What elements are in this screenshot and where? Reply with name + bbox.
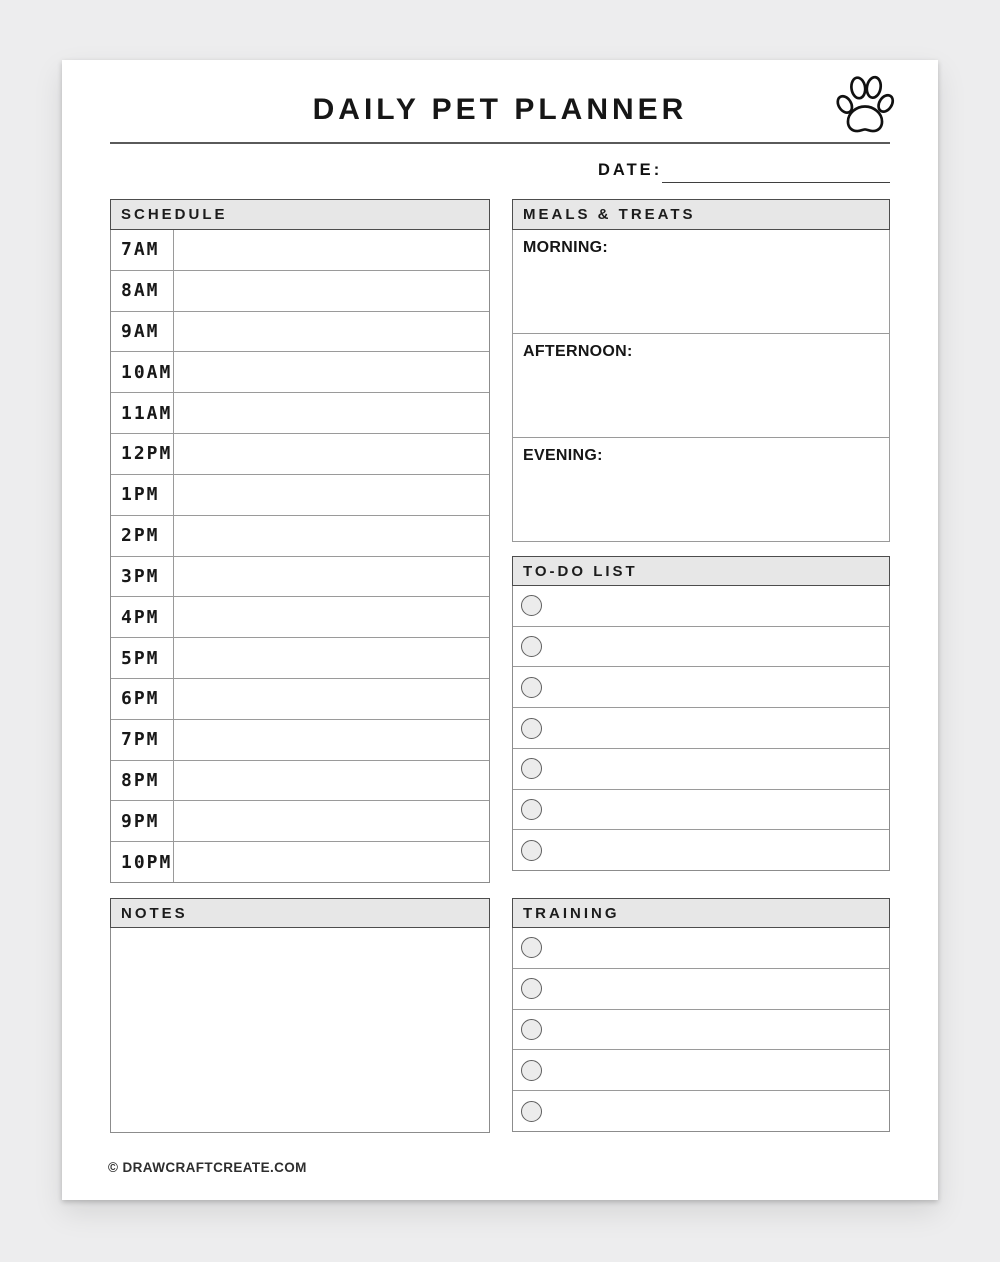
schedule-entry-cell (174, 679, 489, 719)
checkbox-circle-icon (521, 1019, 542, 1040)
checkbox-circle-icon (521, 1060, 542, 1081)
training-row (513, 969, 889, 1010)
schedule-time-label: 9AM (111, 312, 174, 352)
schedule-time-label: 11AM (111, 393, 174, 433)
todo-section-header (512, 556, 890, 586)
todo-list-box (512, 586, 890, 871)
schedule-time-label: 10AM (111, 352, 174, 392)
schedule-row (111, 312, 489, 353)
schedule-entry-cell (174, 557, 489, 597)
training-row (513, 1010, 889, 1051)
schedule-section-header (110, 199, 490, 230)
site-credit: © DRAWCRAFTCREATE.COM (108, 1160, 307, 1175)
schedule-time-label: 8AM (111, 271, 174, 311)
schedule-time-label: 4PM (111, 597, 174, 637)
schedule-time-label: 3PM (111, 557, 174, 597)
schedule-row (111, 720, 489, 761)
schedule-entry-cell (174, 842, 489, 882)
schedule-row (111, 679, 489, 720)
training-section-header (512, 898, 890, 928)
meals-box (512, 230, 890, 542)
morning-label: MORNING: (523, 239, 609, 256)
afternoon-label: AFTERNOON: (523, 343, 633, 360)
schedule-section-title: SCHEDULE (121, 206, 228, 223)
evening-label: EVENING: (523, 447, 603, 464)
todo-row (513, 749, 889, 790)
page-title: DAILY PET PLANNER (312, 93, 688, 126)
schedule-entry-cell (174, 761, 489, 801)
schedule-time-label: 10PM (111, 842, 174, 882)
schedule-entry-cell (174, 312, 489, 352)
schedule-row (111, 393, 489, 434)
meal-section-afternoon (513, 334, 889, 438)
checkbox-circle-icon (521, 799, 542, 820)
notes-section-header (110, 898, 490, 928)
notes-section-title: NOTES (121, 904, 188, 922)
meal-section-morning (513, 230, 889, 334)
schedule-time-label: 7PM (111, 720, 174, 760)
schedule-time-label: 9PM (111, 801, 174, 841)
schedule-row (111, 434, 489, 475)
checkbox-circle-icon (521, 636, 542, 657)
todo-row (513, 790, 889, 831)
schedule-entry-cell (174, 230, 489, 270)
meals-section-header (512, 199, 890, 230)
training-row (513, 1050, 889, 1091)
schedule-entry-cell (174, 434, 489, 474)
schedule-entry-cell (174, 720, 489, 760)
training-list-box (512, 928, 890, 1132)
schedule-row (111, 352, 489, 393)
schedule-entry-cell (174, 271, 489, 311)
training-row (513, 1091, 889, 1131)
todo-row (513, 830, 889, 870)
schedule-row (111, 801, 489, 842)
schedule-row (111, 271, 489, 312)
schedule-time-label: 7AM (111, 230, 174, 270)
schedule-row (111, 516, 489, 557)
todo-row (513, 627, 889, 668)
todo-row (513, 667, 889, 708)
todo-row (513, 708, 889, 749)
schedule-row (111, 597, 489, 638)
schedule-table (110, 230, 490, 883)
notes-writing-area (110, 928, 490, 1133)
schedule-row (111, 230, 489, 271)
schedule-row (111, 557, 489, 598)
schedule-row (111, 475, 489, 516)
schedule-entry-cell (174, 475, 489, 515)
paw-icon (834, 74, 896, 138)
schedule-entry-cell (174, 393, 489, 433)
checkbox-circle-icon (521, 840, 542, 861)
schedule-time-label: 6PM (111, 679, 174, 719)
meal-section-evening (513, 438, 889, 541)
training-row (513, 928, 889, 969)
date-fill-in-line (662, 182, 890, 183)
schedule-row (111, 638, 489, 679)
schedule-entry-cell (174, 801, 489, 841)
checkbox-circle-icon (521, 937, 542, 958)
schedule-entry-cell (174, 597, 489, 637)
planner-page (62, 60, 938, 1200)
todo-section-title: TO-DO LIST (523, 562, 638, 580)
checkbox-circle-icon (521, 1101, 542, 1122)
schedule-time-label: 12PM (111, 434, 174, 474)
checkbox-circle-icon (521, 978, 542, 999)
checkbox-circle-icon (521, 718, 542, 739)
checkbox-circle-icon (521, 677, 542, 698)
checkbox-circle-icon (521, 595, 542, 616)
schedule-time-label: 2PM (111, 516, 174, 556)
meals-section-title: MEALS & TREATS (523, 206, 696, 223)
schedule-entry-cell (174, 638, 489, 678)
schedule-time-label: 8PM (111, 761, 174, 801)
schedule-time-label: 5PM (111, 638, 174, 678)
todo-row (513, 586, 889, 627)
title-divider (110, 142, 890, 144)
checkbox-circle-icon (521, 758, 542, 779)
training-section-title: TRAINING (523, 904, 620, 922)
schedule-row (111, 842, 489, 882)
schedule-row (111, 761, 489, 802)
schedule-entry-cell (174, 352, 489, 392)
schedule-time-label: 1PM (111, 475, 174, 515)
schedule-entry-cell (174, 516, 489, 556)
date-label: DATE: (598, 161, 663, 179)
